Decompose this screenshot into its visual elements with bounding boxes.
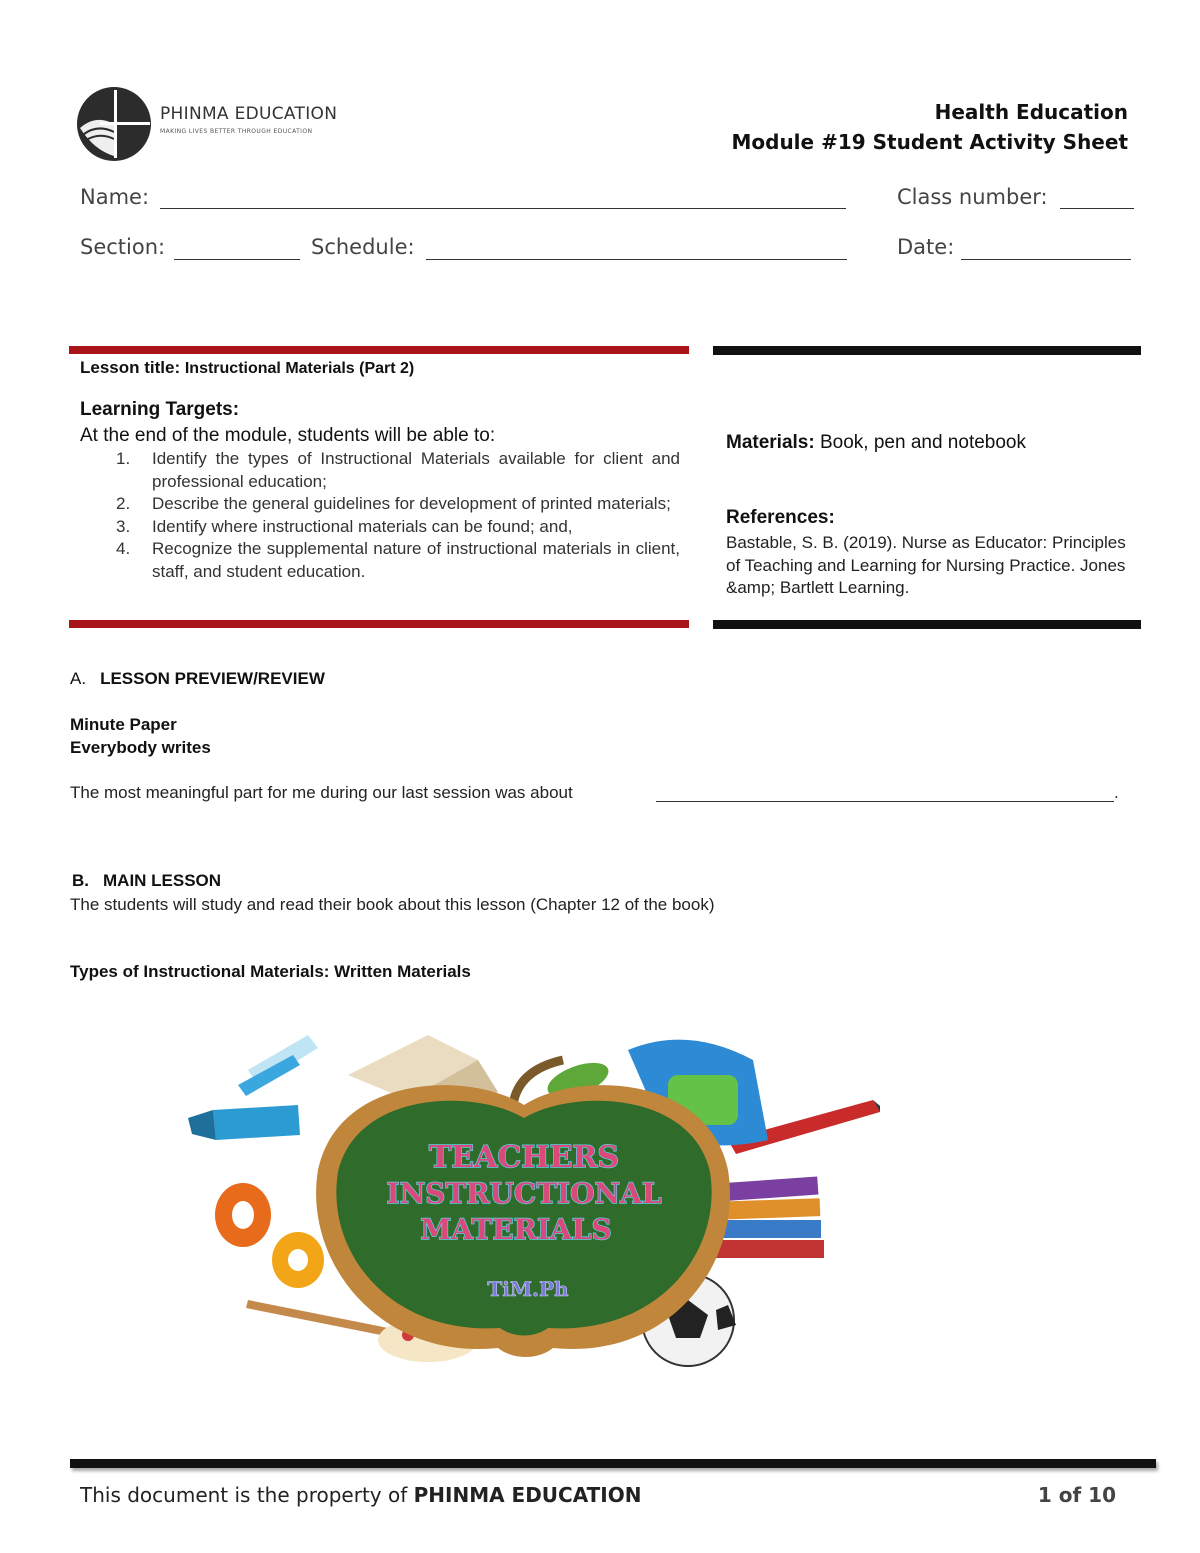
name-field[interactable]	[160, 208, 846, 209]
list-item: 4. Recognize the supplemental nature of instructional materials in client, staff, and student education.	[116, 539, 680, 581]
abc-letters-icon	[215, 1183, 324, 1288]
activity-title: Minute Paper	[70, 715, 177, 734]
name-label: Name:	[80, 185, 150, 209]
materials-value: Book, pen and notebook	[819, 432, 1026, 453]
date-field[interactable]	[961, 259, 1131, 260]
footer-prefix: This document is the property of	[80, 1483, 408, 1507]
materials-label: Materials:	[726, 432, 815, 453]
section-a-letter: A.	[70, 669, 87, 688]
logo-tagline: MAKING LIVES BETTER THROUGH EDUCATION	[160, 128, 313, 135]
books-icon	[716, 1177, 824, 1258]
illustration-signature: TiM.Ph	[487, 1277, 569, 1301]
list-item: 1. Identify the types of Instructional Materials available for client and professional education;	[116, 449, 680, 491]
section-b-title: MAIN LESSON	[103, 871, 222, 890]
references-text: Bastable, S. B. (2019). Nurse as Educator: Principles of Teaching and Learning for Nursing Practice. Jones &amp; Bartlett Learning.	[726, 533, 1126, 597]
module-title: Module #19 Student Activity Sheet	[731, 130, 1128, 154]
side-bottom-bar	[713, 620, 1141, 629]
lesson-title-label: Lesson title:	[80, 358, 181, 377]
test-tube-icon	[238, 1035, 318, 1096]
section-a-title: LESSON PREVIEW/REVIEW	[100, 669, 325, 688]
materials-line	[726, 432, 1026, 454]
schedule-field[interactable]	[426, 259, 847, 260]
footer-property-notice	[80, 1483, 641, 1507]
prompt-period: .	[1114, 783, 1119, 802]
footer-bar	[70, 1459, 1156, 1468]
lesson-title-value: Instructional Materials (Part 2)	[184, 360, 415, 377]
date-label: Date:	[897, 235, 955, 259]
subject-title: Health Education	[934, 100, 1128, 124]
marker-icon	[188, 1105, 300, 1140]
illustration-title-line-1: TEACHERS	[428, 1140, 620, 1175]
illustration-title-line-3: MATERIALS	[420, 1213, 612, 1246]
page-number: 1 of 10	[1037, 1483, 1116, 1507]
footer-owner: PHINMA EDUCATION	[413, 1483, 642, 1507]
lesson-title	[80, 358, 414, 378]
phinma-logo	[74, 84, 334, 164]
logo-name: PHINMA EDUCATION	[160, 104, 338, 124]
section-label: Section:	[80, 235, 166, 259]
written-materials-heading: Types of Instructional Materials: Written Materials	[70, 962, 471, 981]
section-a-heading	[70, 669, 325, 689]
side-top-bar	[713, 346, 1141, 355]
learning-targets-intro: At the end of the module, students will be able to:	[80, 425, 496, 446]
minute-paper-answer-field[interactable]	[656, 801, 1114, 802]
learning-targets-list	[80, 448, 680, 583]
learning-targets-heading: Learning Targets:	[80, 399, 240, 420]
list-item: 2. Describe the general guidelines for development of printed materials;	[116, 494, 671, 513]
activity-subtitle: Everybody writes	[70, 738, 211, 757]
section-field[interactable]	[174, 259, 300, 260]
section-b-heading	[72, 871, 221, 891]
class-number-field[interactable]	[1060, 208, 1134, 209]
minute-paper-prompt: The most meaningful part for me during our last session was about	[70, 783, 573, 802]
main-lesson-text: The students will study and read their book about this lesson (Chapter 12 of the book)	[70, 895, 715, 914]
list-item: 3. Identify where instructional materials can be found; and,	[116, 516, 573, 536]
lesson-top-bar	[69, 346, 689, 354]
section-b-letter: B.	[72, 871, 89, 890]
schedule-label: Schedule:	[311, 235, 415, 259]
instructional-materials-illustration	[168, 1030, 880, 1380]
references-heading: References:	[726, 507, 835, 528]
illustration-title-line-2: INSTRUCTIONAL	[386, 1177, 662, 1210]
class-number-label: Class number:	[897, 185, 1048, 209]
lesson-bottom-bar	[69, 620, 689, 628]
